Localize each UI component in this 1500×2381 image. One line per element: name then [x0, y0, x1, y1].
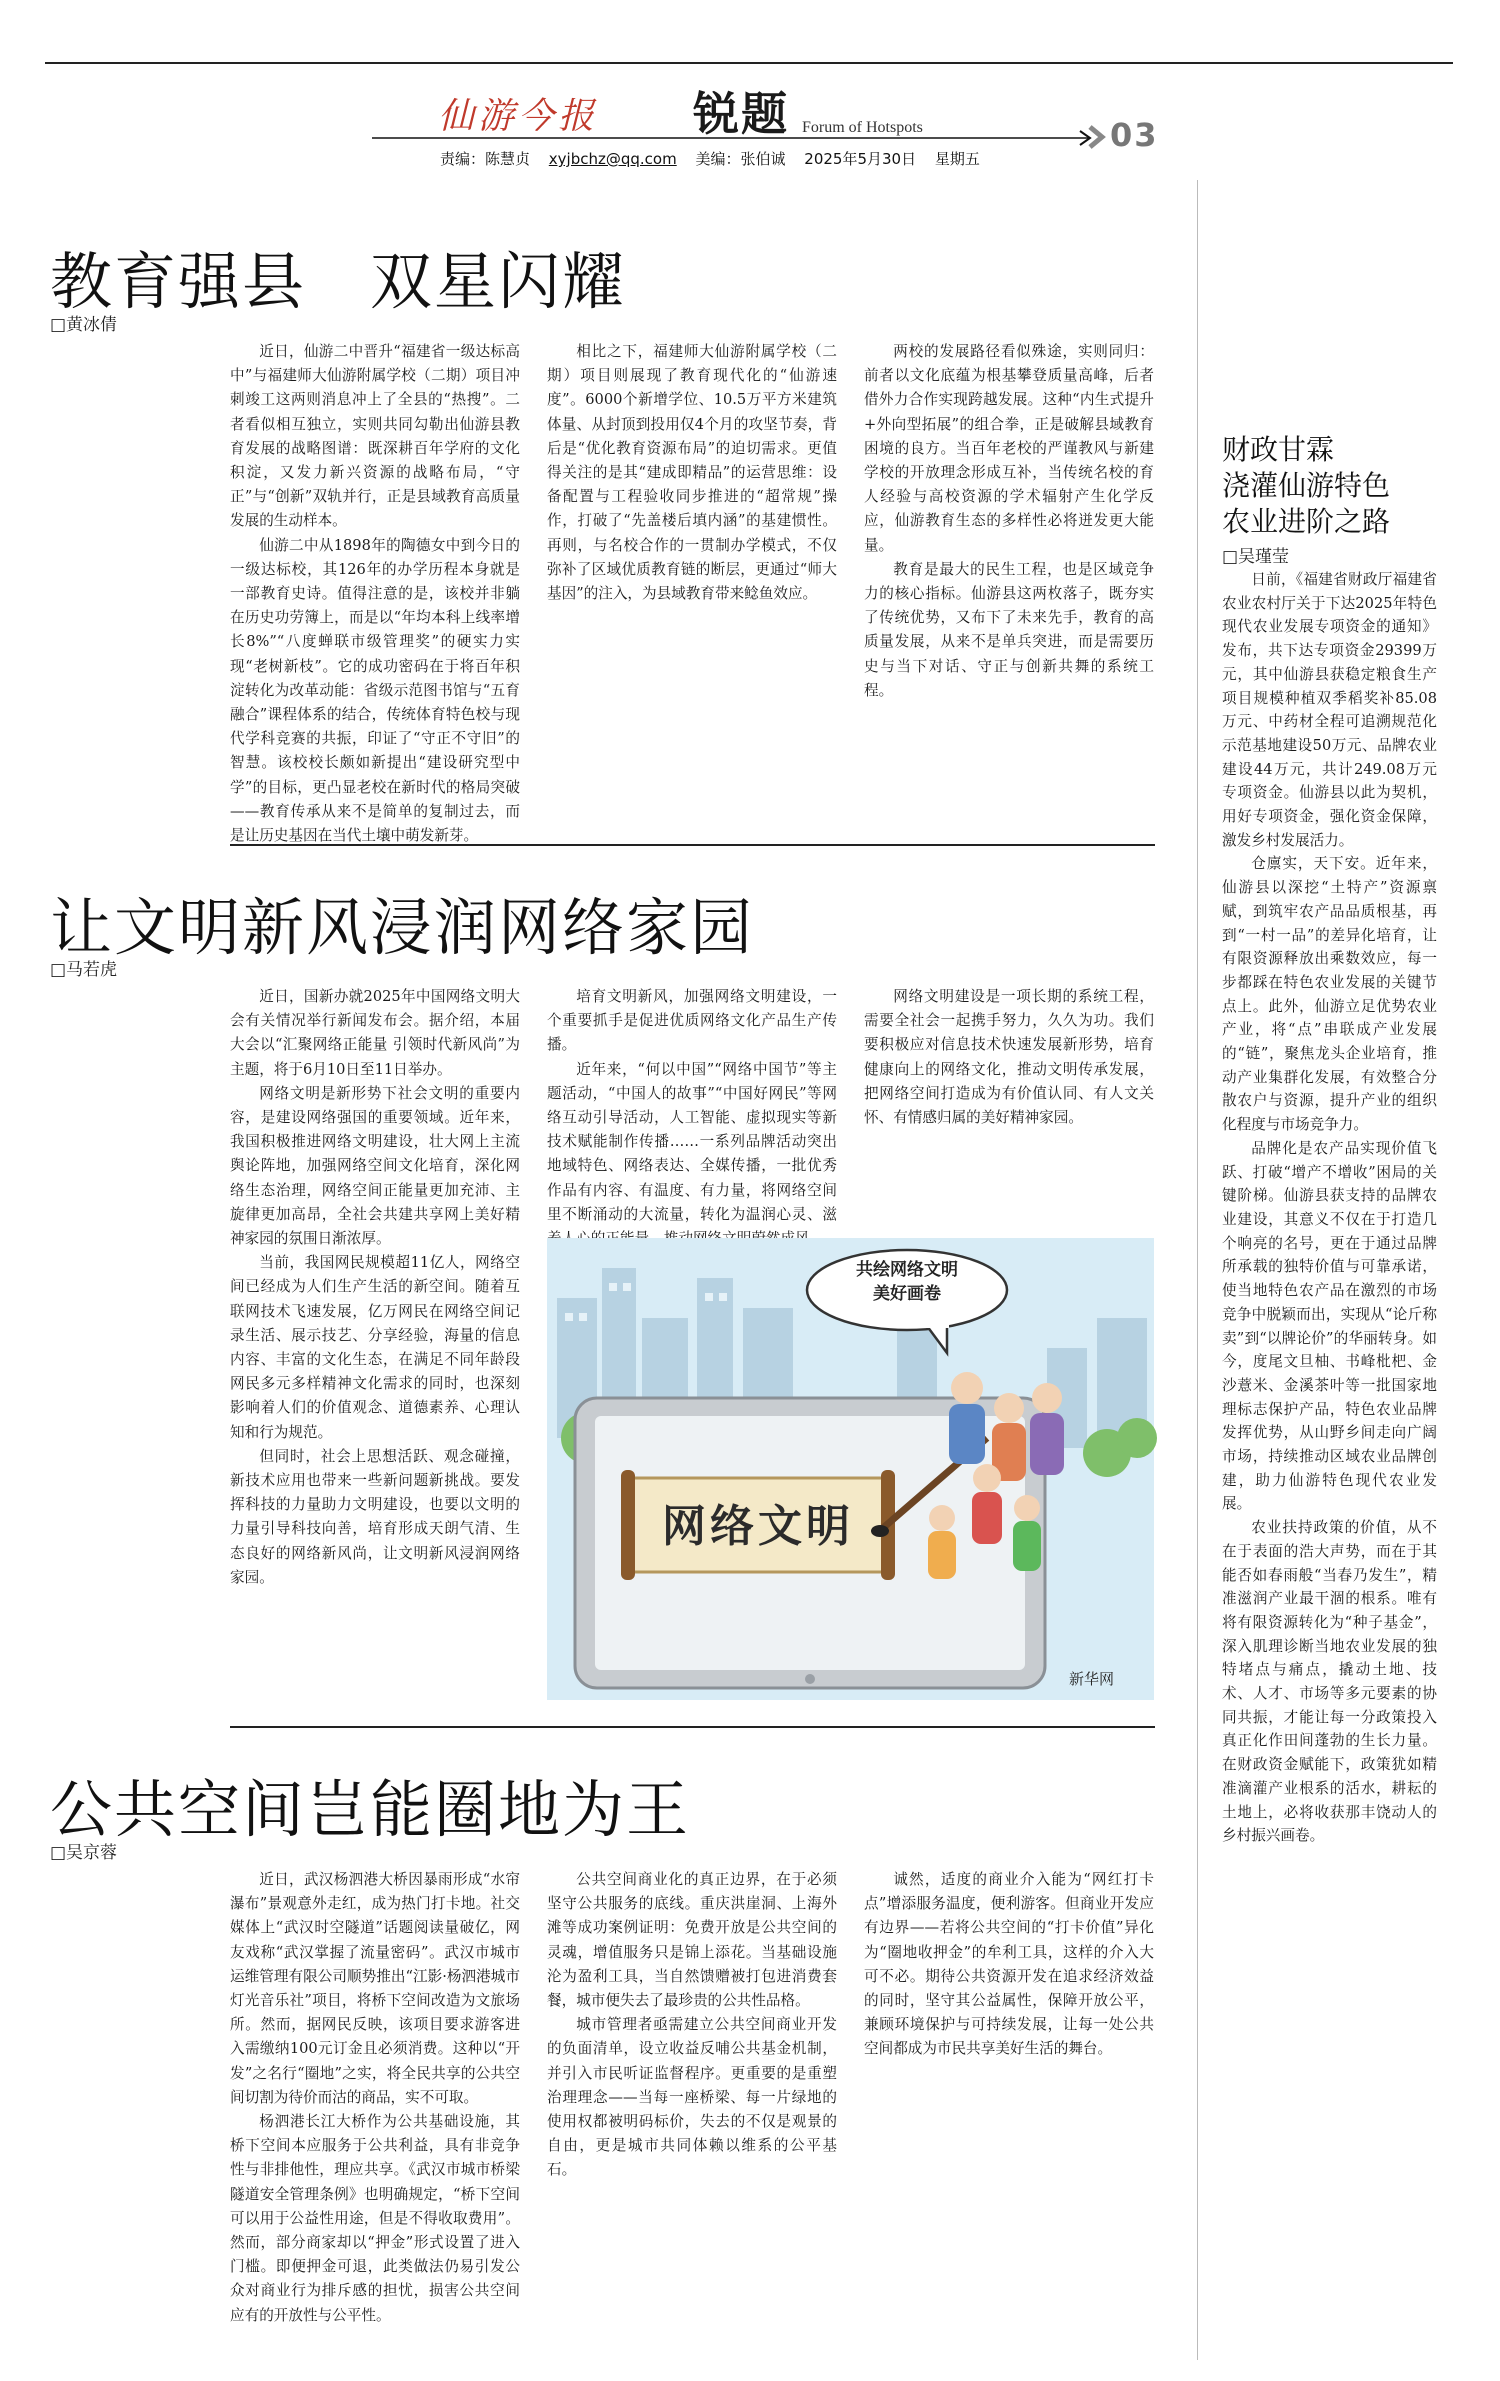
- sidebar-paragraph-1: 日前，《福建省财政厅福建省农业农村厅关于下达2025年特色现代农业发展专项资金的通知》发布，共下达专项资金29399万元，其中仙游县获稳定粮食生产项目规模种植双季稻奖补85.08万元、中药材全程可追溯规范化示范基地建设50万元、品牌农业建设44万元，共计249.08万元专项资金。仙游县以此为契机，用好专项资金，强化资金保障，激发乡村发展活力。: [1222, 571, 1437, 849]
- article1-column-1: [230, 340, 520, 845]
- article2-paragraph-7: 网络文明建设是一项长期的系统工程，需要全社会一起携手努力，久久为功。我们要积极应对信息技术快速发展新形势，培育健康向上的网络文化，推动文明传承发展，把网络空间打造成为有价值认同、有人文关怀、有情感归属的美好精神家园。: [864, 988, 1154, 1127]
- illustration-poster-line-1: 共绘网络文明: [856, 1260, 958, 1280]
- article1-paragraph-1: 近日，仙游二中晋升“福建省一级达标高中”与福建师大仙游附属学校（二期）项目冲刺竣工这两则消息冲上了全县的“热搜”。二者看似相互独立，实则共同勾勒出仙游县教育发展的战略图谱：既深耕百年学府的文化积淀，又发力新兴资源的战略布局，“守正”与“创新”双轨并行，正是县域教育高质量发展的生动样本。: [230, 343, 520, 530]
- article2-headline: 让文明新风浸润网络家园: [50, 891, 755, 964]
- sidebar-headline: [1222, 432, 1390, 540]
- sidebar-headline-line-1: 财政甘霖: [1222, 433, 1335, 466]
- sidebar-headline-line-2: 浇灌仙游特色: [1222, 469, 1391, 502]
- article3-column-1: [230, 1868, 520, 2358]
- top-rule: [45, 62, 1453, 64]
- article2-column-1: [230, 985, 520, 1700]
- article2-paragraph-3: 当前，我国网民规模超11亿人，网络空间已经成为人们生产生活的新空间。随着互联网技术飞速发展，亿万网民在网络空间记录生活、展示技艺、分享经验，海量的信息内容、丰富的文化生态，在满足不同年龄段网民多元多样精神文化需求的同时，也深刻影响着人们的价值观念、道德素养、心理认知和行为规范。: [230, 1254, 520, 1441]
- illustration-drawing: [547, 1238, 1154, 1700]
- sidebar-column: [1222, 568, 1437, 2358]
- illustration-poster-line-2: 美好画卷: [873, 1284, 941, 1304]
- article2-paragraph-1: 近日，国新办就2025年中国网络文明大会有关情况举行新闻发布会。据介绍，本届大会以“汇聚网络正能量 引领时代新风尚”为主题，将于6月10日至11日举办。: [230, 988, 520, 1078]
- article1-column-2: [547, 340, 837, 828]
- editor-info-bar: [440, 148, 994, 169]
- page-number: 03: [1110, 116, 1159, 154]
- sidebar-divider: [1197, 180, 1198, 2360]
- article3-paragraph-1: 近日，武汉杨泗港大桥因暴雨形成“水帘瀑布”景观意外走红，成为热门打卡地。社交媒体上“武汉时空隧道”话题阅读量破亿，网友戏称“武汉掌握了流量密码”。武汉市城市运维管理有限公司顺势推出“江影·杨泗港城市灯光音乐社”项目，将桥下空间改造为文旅场所。然而，据网民反映，该项目要求游客进入需缴纳100元订金且必须消费。这种以“开发”之名行“圈地”之实，将全民共享的公共空间切割为待价而沽的商品，实不可取。: [230, 1871, 520, 2106]
- article2-paragraph-6: 近年来，“何以中国”“网络中国节”等主题活动，“中国人的故事”“中国好网民”等网络互动引导活动，人工智能、虚拟现实等新技术赋能制作传播……一系列品牌活动突出地域特色、网络表达、全媒传播，一批优秀作品有内容、有温度、有力量，将网络空间里不断涌动的大流量，转化为温润心灵、滋: [547, 1060, 837, 1223]
- editor-email[interactable]: xyjbchz@qq.com: [548, 150, 677, 168]
- article2-paragraph-2: 网络文明是新形势下社会文明的重要内容，是建设网络强国的重要领域。近年来，我国积极推进网络文明建设，壮大网上主流舆论阵地，加强网络空间文化培育，深化网络生态治理，网络空间正能量更加充沛、主旋律更加高昂，全社会共建共享网上美好精神家园的氛围日渐浓厚。: [230, 1084, 520, 1248]
- illustration-scroll-text: 网络文明: [662, 1501, 854, 1552]
- article2-byline: □马若虎: [50, 960, 118, 980]
- issue-date: 2025年5月30日: [804, 150, 917, 168]
- sidebar-paragraph-2: 仓廪实，天下安。近年来，仙游县以深挖“土特产”资源禀赋，到筑牢农产品品质根基，再到“一村一品”的差异化培育，让有限资源释放出乘数效应，每一步都踩在特色农业发展的关键节点上。此外，仙游立足优势农业产业，将“点”串联成产业发展的“链”，聚焦龙头企业培育，推动产业集群化发展，有效整合分散农户与资源，提升产业的组织化程度与市场竞争力。: [1222, 855, 1437, 1134]
- sidebar-byline: □吴瑾莹: [1222, 547, 1290, 567]
- article1-paragraph-3: 相比之下，福建师大仙游附属学校（二期）项目则展现了教育现代化的“仙游速度”。6000个新增学位、10.5万平方米建筑体量、从封顶到投用仅4个月的攻坚节奏，背后是“优化教育资源布局”的迫切需求。更值得关注的是其“建成即精品”的运营思维：设备配置与工程验收同步推进的“超常规”操作，打破了“先盖楼后填内涵”的基建惯性。再则，与名校合作的一贯制办学模式，不仅弥补了区域优质教育链的断层，更通过“师大基因”的注入，为县域教育带来鲶鱼效应。: [547, 343, 837, 603]
- art-editor-name: 美编：张伯诚: [695, 150, 786, 168]
- article3-paragraph-5: 诚然，适度的商业介入能为“网红打卡点”增添服务温度，便利游客。但商业开发应有边界——若将公共空间的“打卡价值”异化为“圈地收押金”的牟利工具，这样的介入大可不必。期待公共资源开发在追求经济效益的同时，坚守其公益属性，保障开放公平，兼顾环境保护与可持续发展，让每一处公共空间都成为市民共享美好生活的舞台。: [864, 1871, 1154, 2058]
- issue-weekday: 星期五: [934, 150, 980, 168]
- section-subtitle: Forum of Hotspots: [802, 119, 923, 136]
- editor-name: 责编：陈慧贞: [440, 150, 531, 168]
- illustration-poster-caption: [817, 1258, 997, 1306]
- divider-1: [230, 844, 1155, 846]
- illustration-credit: 新华网: [1069, 1670, 1115, 1688]
- article3-column-2: [547, 1868, 837, 2358]
- article3-column-3: [864, 1868, 1154, 2358]
- article3-headline: 公共空间岂能圈地为王: [50, 1773, 691, 1846]
- article3-paragraph-3: 公共空间商业化的真正边界，在于必须坚守公共服务的底线。重庆洪崖洞、上海外滩等成功案例证明：免费开放是公共空间的灵魂，增值服务只是锦上添花。当基础设施沦为盈利工具，当自然馈赠被打包进消费套餐，城市便失去了最珍贵的公共性品格。: [547, 1871, 837, 2010]
- sidebar-paragraph-4: 农业扶持政策的价值，从不在于表面的浩大声势，而在于其能否如春雨般“当春乃发生”，精准滋润产业最干涸的根系。唯有将有限资源转化为“种子基金”，深入肌理诊断当地农业发展的独特堵点与痛点，撬动土地、技术、人才、市场等多元要素的协同共振，才能让每一分政策投入真正化作田间蓬勃的生长力量。在财政资金赋能下，政策犹如精准滴灌产业根系的活水，耕耘的土地上，必将收获那丰饶动人的乡村振兴画卷。: [1222, 1519, 1437, 1845]
- divider-2: [230, 1726, 1155, 1728]
- section-title: 锐题: [693, 87, 789, 141]
- article2-column-3: [864, 985, 1154, 1215]
- paper-logo: 仙游今报: [438, 96, 599, 137]
- article3-paragraph-4: 城市管理者亟需建立公共空间商业开发的负面清单，设立收益反哺公共基金机制，并引入市民听证监督程序。更重要的是重塑治理理念——当每一座桥梁、每一片绿地的使用权都被明码标价，失去的不仅是观景的自由，更是城市共同体赖以维系的公平基石。: [547, 2016, 837, 2179]
- article1-headline: 教育强县 双星闪耀: [50, 245, 627, 318]
- article1-byline: □黄冰倩: [50, 315, 118, 335]
- masthead-arrow-rule: [372, 128, 1107, 148]
- article2-column-2: [547, 985, 837, 1223]
- article1-paragraph-2: 仙游二中从1898年的陶德女中到今日的一级达标校，其126年的办学历程本身就是一部教育史诗。值得注意的是，该校并非躺在历史功劳簿上，而是以“年均本科上线率增长8%”“八度蝉联市级管理奖”的硬实力实现“老树新枝”。它的成功密码在于将百年积淀转化为改革动能：省级示范图书馆与“五育融合”课程体系的结合，传统体育特色校与现代学科竞赛的共振，印证了“守正不守旧”的智慧。该校校长颇如新提出“建设研究型中学”的目标，更凸显老校在新时代的格局突破——教育传承从来不是简单的复制过去，而是让历史基因在当代土壤中萌发新芽。: [230, 536, 520, 845]
- article2-paragraph-5: 培育文明新风，加强网络文明建设，一个重要抓手是促进优质网络文化产品生产传播。: [547, 988, 837, 1054]
- article3-paragraph-2: 杨泗港长江大桥作为公共基础设施，其桥下空间本应服务于公共利益，具有非竞争性与非排他性，理应共享。《武汉市城市桥梁隧道安全管理条例》也明确规定，“桥下空间可以用于公益性用途，但是不得收取费用”。然而，部分商家却以“押金”形式设置了进入门槛。即便押金可退，此类做法仍易引发公众对商业行为排斥感的担忧，损害公共空间应有的开放性与公平性。: [230, 2113, 520, 2324]
- sidebar-paragraph-3: 品牌化是农产品实现价值飞跃、打破“增产不增收”困局的关键阶梯。仙游县获支持的品牌农业建设，其意义不仅在于打造几个响亮的名号，更在于通过品牌所承载的独特价值与可靠承诺，使当地特色农产品在激烈的市场竞争中脱颖而出，实现从“论斤称卖”到“以牌论价”的华丽转身。如今，度尾文旦柚、书峰枇杷、金沙薏米、金溪茶叶等一批国家地理标志保护产品，特色农业品牌发挥优势，从山野乡间走向广阔市场，持续推动区域农业品牌创建，助力仙游特色现代农业发展。: [1222, 1139, 1437, 1513]
- article1-paragraph-4: 两校的发展路径看似殊途，实则同归：前者以文化底蕴为根基攀登质量高峰，后者借外力合作实现跨越发展。这种“内生式提升+外向型拓展”的组合拳，正是破解县域教育困境的良方。当百年老校的严谨教风与新建学校的开放理念形成互补，当传统名校的育人经验与高校资源的学术辐射产生化学反应，仙游教育生态的多样性必将迸发更大能量。: [864, 343, 1154, 554]
- article3-byline: □吴京蓉: [50, 1843, 118, 1863]
- article2-illustration: [547, 1238, 1154, 1700]
- article1-paragraph-5: 教育是最大的民生工程，也是区域竞争力的核心指标。仙游县这两枚落子，既夯实了传统优势，又布下了未来先手，教育的高质量发展，从来不是单兵突进，而是需要历史与当下对话、守正与创新共舞的系统工程。: [864, 560, 1154, 699]
- sidebar-headline-line-3: 农业进阶之路: [1222, 505, 1391, 538]
- article2-paragraph-4: 但同时，社会上思想活跃、观念碰撞，新技术应用也带来一些新问题新挑战。要发挥科技的力量助力文明建设，也要以文明的力量引导科技向善，培育形成天朗气清、生态良好的网络新风尚，让文明新风浸润网络家园。: [230, 1447, 520, 1586]
- chevron-icon: [1086, 124, 1108, 150]
- article1-column-3: [864, 340, 1154, 828]
